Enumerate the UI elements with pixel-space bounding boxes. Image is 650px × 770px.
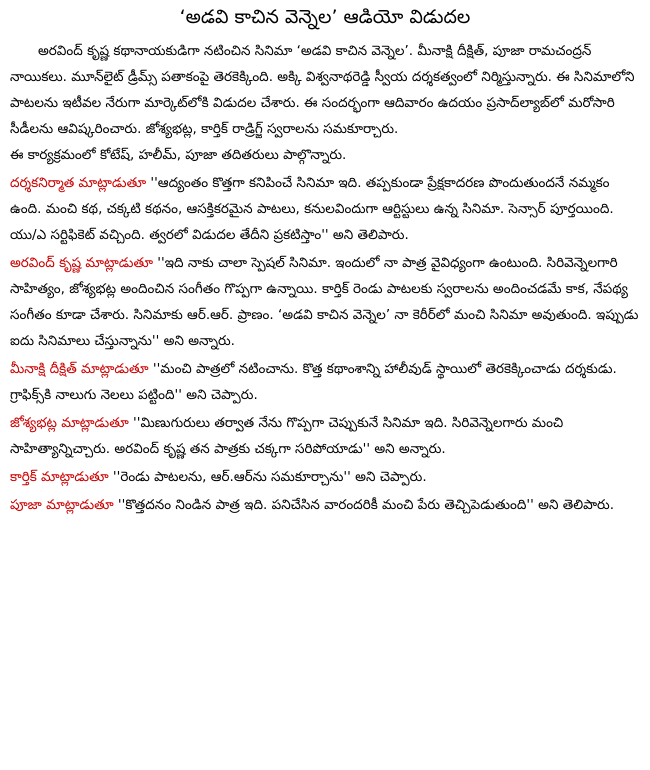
quote-aravind-krishna — [10, 250, 640, 354]
quote-text: ''మిణుగురులు తర్వాత నేను గొప్పగా చెప్పుకునే సినిమా ఇది. సిరివెన్నెలగారు మంచి సాహిత్యాన్నిచ్చారు. అరవింద్ కృష్ణ తన పాత్రకు చక్కగా సరిపోయాడు'' అని అన్నారు. — [10, 415, 564, 457]
quote-meenakshi-dixit — [10, 356, 640, 408]
speaker-label: పూజా మాట్లాడుతూ — [10, 497, 114, 513]
speaker-label: కార్తిక్ మాట్లాడుతూ — [10, 469, 109, 485]
quote-karthik — [10, 464, 640, 490]
article-title: ‘అడవి కాచిన వెన్నెల’ ఆడియో విడుదల — [179, 6, 471, 28]
quote-text: ''ఇది నాకు చాలా స్పెషల్ సినిమా. ఇందులో నా పాత్ర వైవిధ్యంగా ఉంటుంది. సిరివెన్నెలగారి సాహిత్యం, జోశ్యభట్ల అందించిన సంగీతం గొప్పగా ఉన్నాయి. కార్తిక్ రెండు పాటలకు స్వరాలను అందించడమే కాక, నేపథ్య సంగీతం కూడా చేశారు. సినిమాకు ఆర్.ఆర్. ప్రాణం. ‘అడవి కాచిన వెన్నెల’ నా కెరీర్‌లో మంచి సినిమా అవుతుంది. ఇప్పుడు ఐదు సినిమాలు చేస్తున్నాను'' అని అన్నారు. — [10, 255, 639, 349]
attendees-paragraph: ఈ కార్యక్రమంలో కోటేష్, హలీమ్, పూజా తదితరులు పాల్గొన్నారు. — [10, 147, 347, 163]
quote-text: ''కొత్తదనం నిండిన పాత్ర ఇది. పనిచేసిన వారందరికీ మంచి పేరు తెచ్చిపెడుతుంది'' అని తెలిపారు. — [113, 497, 615, 513]
quote-joshyabhatla — [10, 410, 640, 462]
speaker-label: మీనాక్షి దీక్షిత్ మాట్లాడుతూ — [10, 361, 149, 377]
intro-paragraph: అరవింద్ కృష్ణ కథానాయకుడిగా నటించిన సినిమా ‘అడవి కాచిన వెన్నెల’. మీనాక్షి దీక్షిత్, పూజా రామచంద్రన్ నాయికలు. మూన్‌లైట్ డ్రీమ్స్ పతాకంపై తెరకెక్కింది. అక్కి విశ్వనాథరెడ్డి స్వీయ దర్శకత్వంలో నిర్మిస్తున్నారు. ఈ సినిమాలోని పాటలను ఇటీవల నేరుగా మార్కెట్‌లోకి విడుదల చేశారు. ఈ సందర్భంగా ఆదివారం ఉదయం ప్రసాద్‌ల్యాబ్‌లో మరోసారి సీడీలను ఆవిష్కరించారు. జోశ్యభట్ల, కార్తిక్ రాడ్రిగ్జ్ స్వరాలను సమకూర్చారు. — [10, 43, 635, 137]
quote-text: ''ఆద్యంతం కొత్తగా కనిపించే సినిమా ఇది. తప్పకుండా ప్రేక్షకాదరణ పొందుతుందనే నమ్మకం ఉంది. మంచి కథ, చక్కటి కథనం, ఆసక్తికరమైన పాటలు, కనులవిందుగా ఆర్టిస్టులు ఉన్న సినిమా. సెన్సార్ పూర్తయింది. యు/ఎ సర్టిఫికెట్ వచ్చింది. త్వరలో విడుదల తేదీని ప్రకటిస్తాం'' అని తెలిపారు. — [10, 175, 614, 243]
speaker-label: అరవింద్ కృష్ణ మాట్లాడుతూ — [10, 255, 153, 271]
quote-text: ''రెండు పాటలను, ఆర్.ఆర్‌ను సమకూర్చాను'' అని చెప్పారు. — [108, 469, 427, 485]
speaker-label: జోశ్యభట్ల మాట్లాడుతూ — [10, 415, 129, 431]
article — [0, 2, 650, 770]
quote-pooja — [10, 492, 640, 518]
quote-director — [10, 170, 640, 248]
quote-text: ''మంచి పాత్రలో నటించాను. కొత్త కథాంశాన్ని హాలీవుడ్ స్థాయిలో తెరకెక్కించాడు దర్శకుడు. గ్రాఫిక్స్‌కి నాలుగు నెలలు పట్టింది'' అని చెప్పారు. — [10, 361, 617, 403]
speaker-label: దర్శకనిర్మాత మాట్లాడుతూ — [10, 175, 147, 191]
